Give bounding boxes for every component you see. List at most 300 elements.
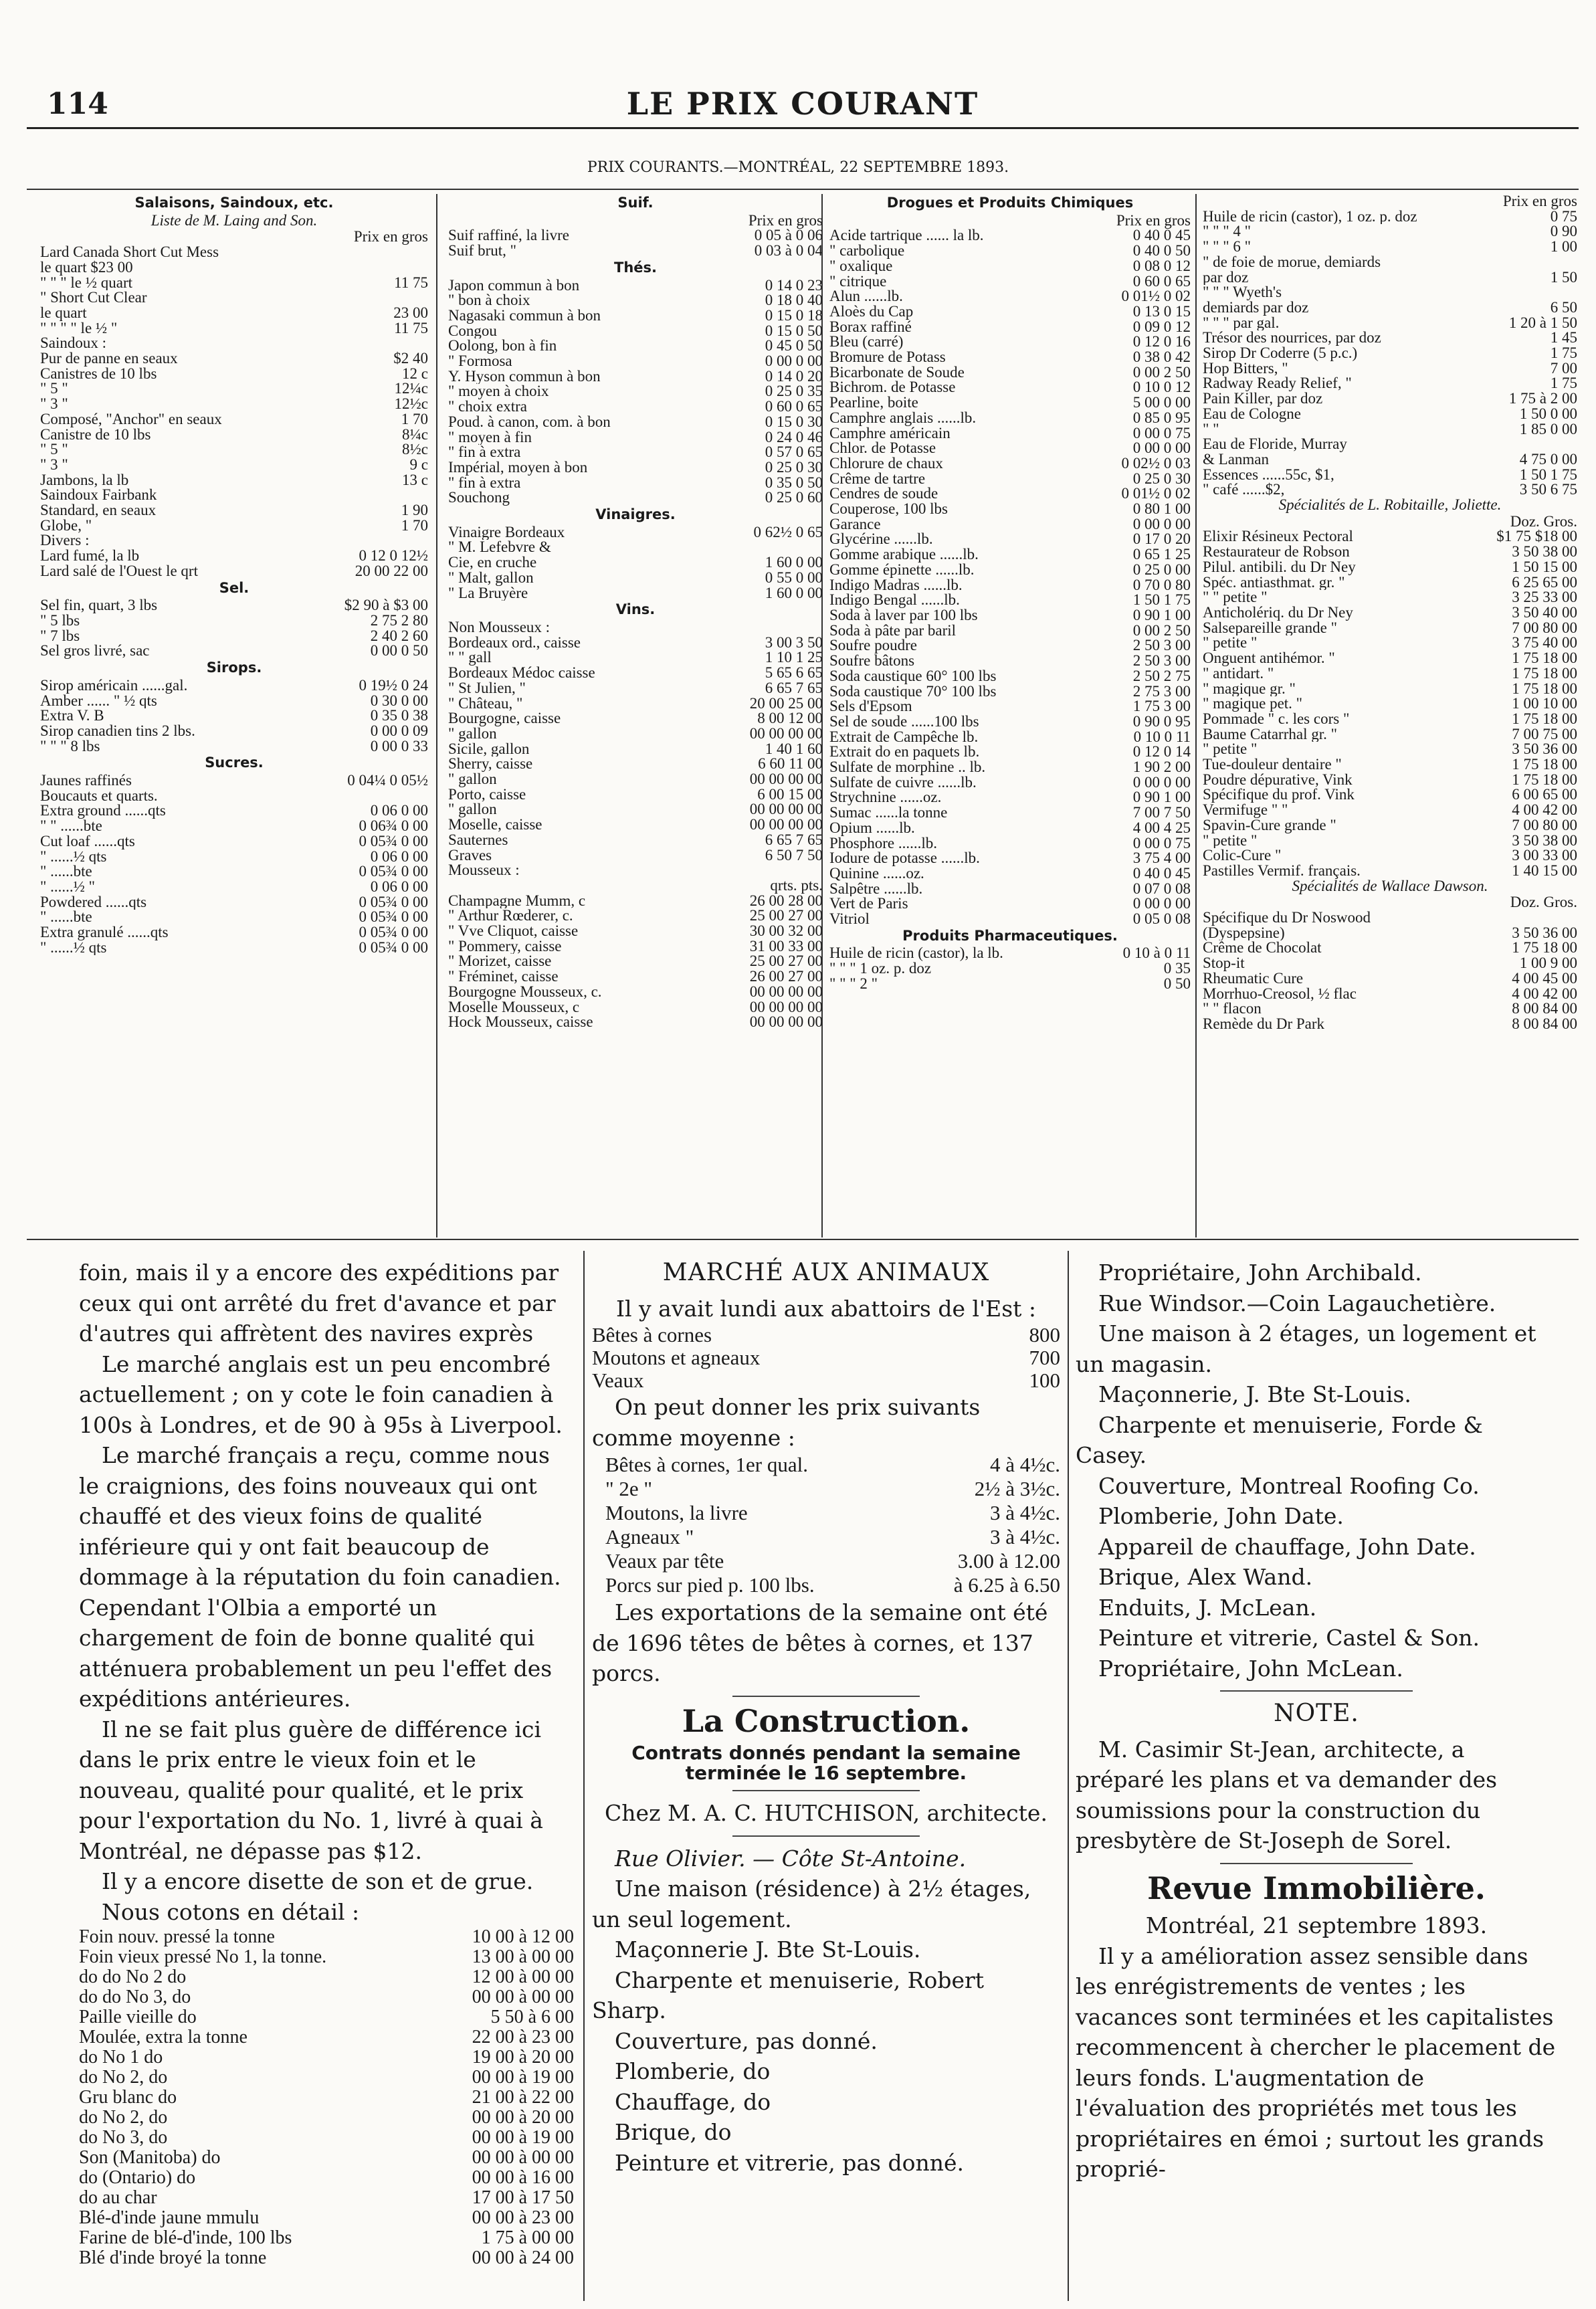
item-price: 11 75 <box>394 320 428 336</box>
item-label: " Short Cut Clear <box>40 290 147 306</box>
item-label: Sulfate de morphine .. lb. <box>829 760 986 775</box>
item-label: " St Julien, " <box>448 680 526 696</box>
price-row <box>40 412 428 427</box>
section-heading: MARCHÉ AUX ANIMAUX <box>662 1259 990 1286</box>
mid-rule <box>27 1239 1579 1240</box>
item-label: Sulfate de cuivre ......lb. <box>829 775 977 791</box>
item-label: Sels d'Epsom <box>829 699 912 714</box>
price-row <box>1203 803 1577 818</box>
divider-rule <box>732 1696 920 1697</box>
item-price: 4 75 0 00 <box>1519 451 1577 468</box>
price-row <box>1203 696 1577 712</box>
section-heading: Vinaigres. <box>595 506 676 523</box>
item-price: 0 70 0 80 <box>1132 577 1191 593</box>
price-row <box>829 851 1191 866</box>
table-row <box>79 2068 574 2088</box>
paragraph: Plomberie, do <box>615 2058 771 2084</box>
paragraph: Charpente et menuiserie, Robert Sharp. <box>592 1967 985 2023</box>
item-price: 0 25 0 60 <box>765 490 823 506</box>
item-label: Pain Killer, par doz <box>1203 391 1323 407</box>
item-price: 2 50 3 00 <box>1132 638 1191 654</box>
item-price: 0 18 0 40 <box>765 293 823 308</box>
item-label: Saindoux Fairbank <box>40 488 157 504</box>
item-price: 1 75 18 00 <box>1512 772 1577 788</box>
item-label: Extrait de Campêche lb. <box>829 729 979 745</box>
section-heading: Produits Pharmaceutiques. <box>902 927 1118 944</box>
item-price: 0 17 0 20 <box>1132 532 1191 548</box>
table-value: 1 75 à 00 00 <box>481 2227 574 2248</box>
price-row <box>1203 270 1577 286</box>
item-label: " moyen à choix <box>448 384 549 400</box>
item-label: Sirop Dr Coderre (5 p.c.) <box>1203 346 1358 361</box>
item-price: 6 65 7 65 <box>765 832 823 848</box>
item-label: Souchong <box>448 490 510 506</box>
item-price: 0 60 0 65 <box>1132 274 1191 290</box>
item-label: " Arthur Rœderer, c. <box>448 908 573 924</box>
price-row <box>448 894 823 909</box>
price-row <box>40 381 428 397</box>
price-row <box>448 525 823 540</box>
table-value: 700 <box>1029 1346 1060 1369</box>
item-price: 0 35 0 38 <box>370 708 428 724</box>
table-value: 00 00 à 00 00 <box>472 1987 574 2007</box>
item-price: 00 00 00 00 <box>749 999 823 1015</box>
price-row <box>1203 209 1577 225</box>
table-label: " 2e " <box>605 1477 653 1500</box>
section-heading: Drogues et Produits Chimiques <box>886 195 1134 211</box>
price-row <box>1203 635 1577 651</box>
item-label: Indigo Madras ......lb. <box>829 577 963 593</box>
price-row <box>829 977 1191 992</box>
table-value: 17 00 à 17 50 <box>472 2187 574 2208</box>
price-row <box>1203 452 1577 468</box>
item-label: Camphre anglais ......lb. <box>829 410 977 426</box>
table-label: Blé-d'inde jaune mmulu <box>79 2207 260 2228</box>
table-value: 4 à 4½c. <box>989 1453 1060 1476</box>
price-row <box>448 540 823 555</box>
item-price: 7 00 80 00 <box>1512 620 1577 636</box>
paragraph: Chauffage, do <box>615 2088 771 2115</box>
price-row <box>1203 330 1577 346</box>
price-row <box>40 864 428 880</box>
table-label: Son (Manitoba) do <box>79 2147 221 2168</box>
item-price: 25 00 27 00 <box>749 908 823 924</box>
price-row <box>829 365 1191 381</box>
price-row <box>1203 712 1577 727</box>
item-price: 0 05 0 08 <box>1132 912 1191 927</box>
item-label: Suif brut, " <box>448 243 517 259</box>
item-price: qrts. pts. <box>770 878 823 894</box>
price-row <box>40 397 428 412</box>
item-label: Morrhuo-Creosol, ½ flac <box>1203 986 1357 1002</box>
price-row <box>1203 757 1577 773</box>
item-price: 0 09 0 12 <box>1132 319 1191 335</box>
price-row <box>829 563 1191 578</box>
item-price: 2 75 2 80 <box>370 613 428 629</box>
item-price: 0 06¾ 0 00 <box>359 819 428 834</box>
item-price: 0 12 0 16 <box>1132 334 1191 350</box>
price-row <box>448 369 823 385</box>
item-label: Remède du Dr Park <box>1203 1016 1325 1032</box>
item-label: " 5 " <box>40 442 68 458</box>
item-price: 1 75 <box>1550 346 1577 361</box>
item-label: " " ......bte <box>40 819 102 834</box>
price-row <box>829 866 1191 882</box>
item-price: 0 08 0 12 <box>1132 258 1191 274</box>
section-heading: Sirops. <box>206 660 262 676</box>
item-price: 3 50 38 00 <box>1512 833 1577 849</box>
price-row <box>448 1015 823 1030</box>
paragraph: Propriétaire, John McLean. <box>1098 1655 1403 1682</box>
table-value: 19 00 à 20 00 <box>472 2047 574 2068</box>
price-row <box>829 790 1191 805</box>
price-row <box>1203 316 1577 331</box>
item-price: 0 40 0 45 <box>1132 228 1191 244</box>
item-label: " " " 8 lbs <box>40 738 100 755</box>
item-label: Gomme arabique ......lb. <box>829 547 979 563</box>
section-heading: La Construction. <box>682 1702 971 1739</box>
table-row <box>79 2088 574 2108</box>
item-label: Rheumatic Cure <box>1203 971 1304 987</box>
table-label: Porcs sur pied p. 100 lbs. <box>605 1573 815 1597</box>
price-row <box>40 290 428 306</box>
item-price: 3 00 33 00 <box>1512 848 1577 864</box>
item-price: 0 62½ 0 65 <box>753 524 823 540</box>
item-price: 0 05¾ 0 00 <box>359 833 428 849</box>
price-row <box>829 623 1191 639</box>
table-row <box>592 1369 1060 1392</box>
table-row <box>79 2228 574 2248</box>
section-heading: Spécialités de Wallace Dawson. <box>1292 877 1488 894</box>
column-header: Doz. Gros. <box>1510 512 1577 530</box>
table-value: à 6.25 à 6.50 <box>953 1573 1060 1597</box>
item-label: " ......bte <box>40 910 92 926</box>
item-label: Salpêtre ......lb. <box>829 881 923 897</box>
price-row <box>448 555 823 571</box>
price-row <box>829 946 1191 961</box>
price-row <box>448 726 823 742</box>
price-row <box>448 278 823 294</box>
item-label: Acide tartrique ...... la lb. <box>829 228 984 244</box>
price-row <box>40 789 428 804</box>
section-heading: Thés. <box>614 259 657 276</box>
item-price: 1 00 <box>1550 239 1577 255</box>
item-label: Champagne Mumm, c <box>448 893 586 909</box>
price-row <box>448 338 823 354</box>
item-price <box>1573 437 1577 452</box>
item-label: Bichrom. de Potasse <box>829 380 956 396</box>
item-price: 0 90 1 00 <box>1132 607 1191 623</box>
price-row <box>448 308 823 324</box>
price-row <box>829 486 1191 502</box>
item-price: 7 00 80 00 <box>1512 817 1577 833</box>
item-price: 3 50 36 00 <box>1512 925 1577 941</box>
item-label: " " " le ½ quart <box>40 275 133 291</box>
price-row <box>1203 300 1577 316</box>
price-row <box>1203 651 1577 666</box>
paragraph: Brique, do <box>615 2119 732 2145</box>
price-row <box>829 699 1191 714</box>
item-label: Soufre poudre <box>829 638 917 654</box>
paragraph: Enduits, J. McLean. <box>1098 1594 1317 1621</box>
price-row <box>40 940 428 956</box>
item-price: 0 25 0 35 <box>765 384 823 400</box>
item-price: 0 40 0 45 <box>1132 866 1191 882</box>
price-row <box>448 908 823 924</box>
item-price: 0 90 <box>1550 224 1577 240</box>
item-label: " " petite " <box>1203 590 1268 605</box>
item-price: 12 c <box>402 366 428 382</box>
price-row <box>1203 224 1577 239</box>
item-price: 0 15 0 30 <box>765 414 823 430</box>
item-price: 0 00 2 50 <box>1132 623 1191 639</box>
item-label: Glycérine ......lb. <box>829 532 933 548</box>
item-label: Sauternes <box>448 832 508 848</box>
item-label: Poudre dépurative, Vink <box>1203 772 1353 788</box>
item-price: 0 35 0 50 <box>765 475 823 491</box>
item-price: 8 00 84 00 <box>1512 1016 1577 1032</box>
price-row <box>448 1000 823 1015</box>
item-price: 1 10 1 25 <box>765 650 823 666</box>
item-label: Jambons, la lb <box>40 472 129 488</box>
price-row <box>829 578 1191 593</box>
price-row <box>829 334 1191 350</box>
item-label: Pastilles Vermif. français. <box>1203 863 1361 879</box>
price-row <box>448 696 823 712</box>
table-row <box>79 1987 574 2007</box>
item-label: Cut loaf ......qts <box>40 833 135 849</box>
paragraph: M. Casimir St-Jean, architecte, a préparé les plans et va demander des soumissions pour la construction du presbytère de St-Joseph de Sorel. <box>1076 1736 1498 1853</box>
price-row <box>448 293 823 308</box>
price-row <box>40 276 428 291</box>
price-row <box>1203 407 1577 422</box>
item-label: Porto, caisse <box>448 787 526 803</box>
item-label <box>448 878 766 894</box>
table-label: do No 3, do <box>79 2127 168 2148</box>
item-price: 26 00 28 00 <box>749 893 823 909</box>
item-price: 31 00 33 00 <box>749 938 823 955</box>
table-label: do No 2, do <box>79 2067 168 2088</box>
item-price: 1 90 2 00 <box>1132 760 1191 775</box>
column-header: Doz. Gros. <box>1510 894 1577 911</box>
divider-rule <box>1220 1690 1413 1692</box>
price-row <box>448 430 823 445</box>
item-label: " " " par gal. <box>1203 315 1280 331</box>
item-label: " 3 " <box>40 457 68 473</box>
price-row <box>1203 910 1577 926</box>
item-label: " magique gr. " <box>1203 681 1296 697</box>
item-price: 0 05 à 0 06 <box>754 228 823 244</box>
item-label: Canistre de 10 lbs <box>40 427 151 443</box>
item-label: " ......½ " <box>40 879 96 895</box>
table-value: 00 00 à 16 00 <box>472 2167 574 2188</box>
price-row <box>448 460 823 476</box>
item-label: Huile de ricin (castor), 1 oz. p. doz <box>1203 209 1417 225</box>
item-label: Stop-it <box>1203 956 1245 971</box>
item-label: " " <box>1203 421 1219 437</box>
table-label: Bêtes à cornes, 1er qual. <box>605 1453 808 1476</box>
item-label: Saindoux : <box>40 336 107 352</box>
item-price: 9 c <box>409 457 428 473</box>
item-price: 0 90 1 00 <box>1132 790 1191 806</box>
price-row <box>448 924 823 939</box>
section-heading: Revue Immobilière. <box>1147 1870 1486 1906</box>
masthead <box>27 74 1579 129</box>
price-row <box>448 681 823 696</box>
item-label: Elixir Résineux Pectoral <box>1203 529 1353 545</box>
price-row <box>1203 376 1577 391</box>
top-rule <box>27 189 1579 190</box>
price-row <box>1203 437 1577 452</box>
table-label: Farine de blé-d'inde, 100 lbs <box>79 2227 292 2248</box>
price-row <box>829 243 1191 259</box>
price-row <box>829 912 1191 927</box>
price-row <box>1203 833 1577 849</box>
item-price: 1 75 18 00 <box>1512 711 1577 727</box>
item-label: " Fréminet, caisse <box>448 969 559 985</box>
item-price: 0 38 0 42 <box>1132 350 1191 365</box>
price-row <box>40 643 428 659</box>
item-label: Camphre américain <box>829 425 951 441</box>
paragraph: Les exportations de la semaine ont été de 1696 têtes de bêtes à cornes, et 137 porcs. <box>592 1599 1048 1686</box>
price-row <box>448 802 823 817</box>
item-price: 6 25 65 00 <box>1512 575 1577 591</box>
price-row <box>40 306 428 321</box>
item-label: Hock Mousseux, caisse <box>448 1015 593 1030</box>
item-price: 1 75 18 00 <box>1512 666 1577 682</box>
item-label: Graves <box>448 847 492 864</box>
item-price: 0 05¾ 0 00 <box>359 910 428 926</box>
price-row <box>1203 482 1577 498</box>
item-price: 0 07 0 08 <box>1132 881 1191 897</box>
item-price: 2 75 3 00 <box>1132 684 1191 700</box>
price-row <box>40 773 428 789</box>
price-row <box>829 638 1191 654</box>
price-row <box>829 961 1191 977</box>
item-label: Pearline, boite <box>829 395 918 411</box>
item-label: Spécifique du prof. Vink <box>1203 787 1355 803</box>
section-heading: Sucres. <box>205 755 264 771</box>
item-label: Eau de Cologne <box>1203 406 1301 422</box>
item-price: 1 40 1 60 <box>765 741 823 757</box>
item-label: " ......½ qts <box>40 849 107 865</box>
price-row <box>448 742 823 757</box>
item-label: Lard salé de l'Ouest le qrt <box>40 563 198 579</box>
price-row <box>448 445 823 460</box>
price-row <box>40 503 428 518</box>
item-price: 1 50 <box>1550 270 1577 286</box>
price-row <box>40 925 428 940</box>
paragraph: Le marché anglais est un peu encombré actuellement ; on y cote le foin canadien à 100s à Londres, et de 90 à 95s à Liverpool. <box>79 1350 563 1438</box>
item-label: " citrique <box>829 274 887 290</box>
item-price: 6 00 65 00 <box>1512 787 1577 803</box>
column-salaisons <box>40 194 428 1237</box>
item-label: Essences ......55c, $1, <box>1203 467 1334 483</box>
column-drogues <box>829 194 1191 1237</box>
item-label: Bourgogne Mousseux, c. <box>448 984 602 1000</box>
item-price: 0 45 0 50 <box>765 338 823 355</box>
item-label: Trésor des nourrices, par doz <box>1203 330 1381 346</box>
item-label: " Vve Cliquot, caisse <box>448 924 579 939</box>
price-row <box>40 458 428 473</box>
price-row <box>448 985 823 1000</box>
table-value: 00 00 à 23 00 <box>472 2207 574 2228</box>
price-row <box>40 533 428 548</box>
price-row <box>1203 255 1577 270</box>
item-label: Tue-douleur dentaire " <box>1203 757 1342 773</box>
price-row <box>40 910 428 925</box>
price-row <box>829 411 1191 426</box>
table-label: Veaux <box>592 1369 644 1392</box>
item-label: " " " " le ½ " <box>40 320 118 336</box>
item-price: 1 90 <box>401 503 428 518</box>
price-row <box>1203 773 1577 788</box>
table-label: do do No 3, do <box>79 1987 191 2007</box>
price-row <box>40 351 428 367</box>
item-price: 3 50 40 00 <box>1512 605 1577 621</box>
item-label: " 7 lbs <box>40 628 80 644</box>
price-row <box>1203 391 1577 407</box>
item-price: 3 75 40 00 <box>1512 635 1577 651</box>
item-price: 0 06 0 00 <box>370 849 428 865</box>
price-row <box>448 863 823 878</box>
item-label: " Château, " <box>448 696 523 712</box>
item-price: 1 60 0 00 <box>765 555 823 571</box>
item-price: 00 00 00 00 <box>749 772 823 787</box>
section-heading: Spécialités de L. Robitaille, Joliette. <box>1278 496 1502 514</box>
item-label: Baume Catarrhal gr. " <box>1203 726 1337 742</box>
item-label: le quart $23 00 <box>40 260 133 276</box>
price-row <box>40 488 428 503</box>
price-row <box>448 399 823 415</box>
price-row <box>448 354 823 369</box>
price-row <box>40 564 428 579</box>
table-row <box>79 1927 574 1947</box>
item-label: " Malt, gallon <box>448 570 534 586</box>
price-row <box>40 724 428 739</box>
divider-rule <box>1220 1863 1413 1864</box>
paragraph: Peinture et vitrerie, Castel & Son. <box>1098 1625 1480 1651</box>
item-label: Poud. à canon, com. à bon <box>448 414 611 430</box>
price-row <box>1203 590 1577 605</box>
item-price: 0 05¾ 0 00 <box>359 894 428 910</box>
item-price: 0 03 à 0 04 <box>754 243 823 259</box>
price-row <box>40 834 428 849</box>
item-label: Soda à pâte par baril <box>829 623 957 639</box>
item-price <box>424 260 428 276</box>
item-price: 6 60 11 00 <box>758 757 823 773</box>
item-price: 8½c <box>402 442 428 458</box>
paragraph: Le marché français a reçu, comme nous le craignions, des foins nouveaux qui ont chauffé et des vieux foins de qualité inférieure qui y ont fait beaucoup de dommage à la réputation du foin canadien. Cependant l'Olbia a emporté un chargement de foin de bonne qualité qui atténuera probablement un peu l'effet des expéditions antérieures. <box>79 1442 561 1712</box>
price-row <box>40 739 428 755</box>
price-row <box>448 228 823 243</box>
price-row <box>829 320 1191 335</box>
item-label: Huile de ricin (castor), la lb. <box>829 946 1003 962</box>
item-price: 2 50 2 75 <box>1132 668 1191 684</box>
price-row <box>448 324 823 339</box>
item-label: Restaurateur de Robson <box>1203 544 1350 560</box>
item-label: " ......bte <box>40 864 92 880</box>
item-price: 1 70 <box>401 411 428 427</box>
item-price: 0 75 <box>1550 209 1577 225</box>
item-price: 25 00 27 00 <box>749 954 823 970</box>
item-price: 1 50 1 75 <box>1132 593 1191 608</box>
item-label: Amber ...... " ½ qts <box>40 693 157 709</box>
item-label: " choix extra <box>448 399 527 415</box>
table-label: Moulée, extra la tonne <box>79 2027 247 2047</box>
price-row <box>1203 621 1577 636</box>
item-label: Sicile, gallon <box>448 741 530 757</box>
